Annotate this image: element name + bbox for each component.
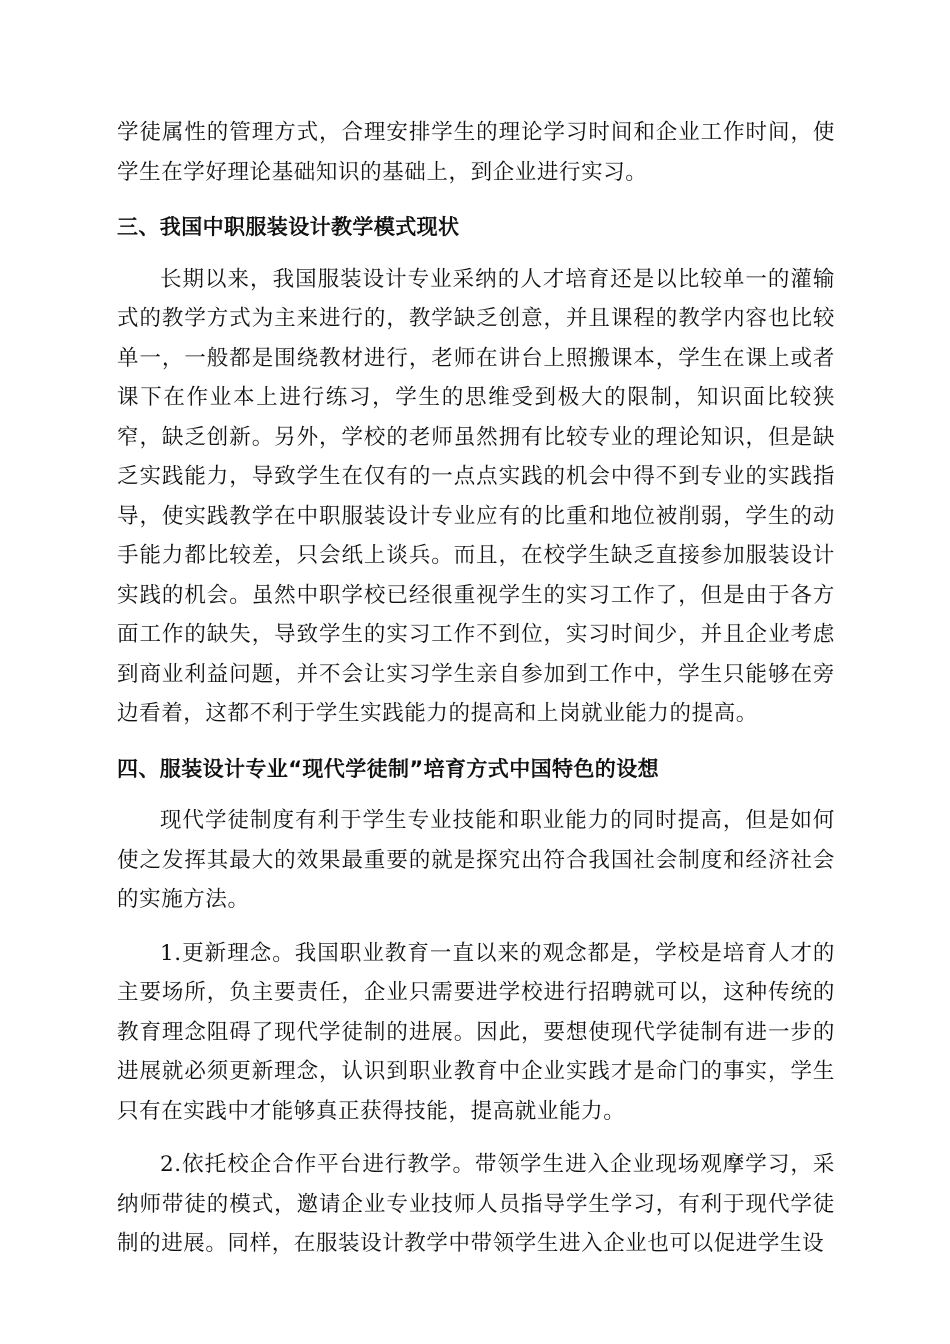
document-page [117,113,835,1264]
list-item-2: 2.依托校企合作平台进行教学。带领学生进入企业现场观摩学习，采纳师带徒的模式，邀请企业专业技师人员指导学生学习，有利于现代学徒制的进展。同样，在服装设计教学中带领学生进入企业也可以促进学生设 [117,1152,835,1256]
intro-paragraph: 学徒属性的管理方式，合理安排学生的理论学习时间和企业工作时间，使学生在学好理论基础知识的基础上，到企业进行实习。 [117,120,835,185]
list-item-1: 1.更新理念。我国职业教育一直以来的观念都是，学校是培育人才的主要场所，负主要责任，企业只需要进学校进行招聘就可以，这种传统的教育理念阻碍了现代学徒制的进展。因此，要想使现代学徒制有进一步的进展就必须更新理念，认识到职业教育中企业实践才是命门的事实，学生只有在实践中才能够真正获得技能，提高就业能力。 [117,940,835,1124]
section-heading-3: 三、我国中职服装设计教学模式现状 [117,215,460,239]
section-3-paragraph: 长期以来，我国服装设计专业采纳的人才培育还是以比较单一的灌输式的教学方式为主来进行的，教学缺乏创意，并且课程的教学内容也比较单一，一般都是围绕教材进行，老师在讲台上照搬课本，学生在课上或者课下在作业本上进行练习，学生的思维受到极大的限制，知识面比较狭窄，缺乏创新。另外，学校的老师虽然拥有比较专业的理论知识，但是缺乏实践能力，导致学生在仅有的一点点实践的机会中得不到专业的实践指导，使实践教学在中职服装设计专业应有的比重和地位被削弱，学生的动手能力都比较差，只会纸上谈兵。而且，在校学生缺乏直接参加服装设计实践的机会。虽然中职学校已经很重视学生的实习工作了，但是由于各方面工作的缺失，导致学生的实习工作不到位，实习时间少，并且企业考虑到商业利益问题，并不会让实习学生亲自参加到工作中，学生只能够在旁边看着，这都不利于学生实践能力的提高和上岗就业能力的提高。 [117,266,835,726]
section-heading-4: 四、服装设计专业“现代学徒制”培育方式中国特色的设想 [117,756,660,781]
section-4-paragraph: 现代学徒制度有利于学生专业技能和职业能力的同时提高，但是如何使之发挥其最大的效果最重要的就是探究出符合我国社会制度和经济社会的实施方法。 [117,808,835,912]
